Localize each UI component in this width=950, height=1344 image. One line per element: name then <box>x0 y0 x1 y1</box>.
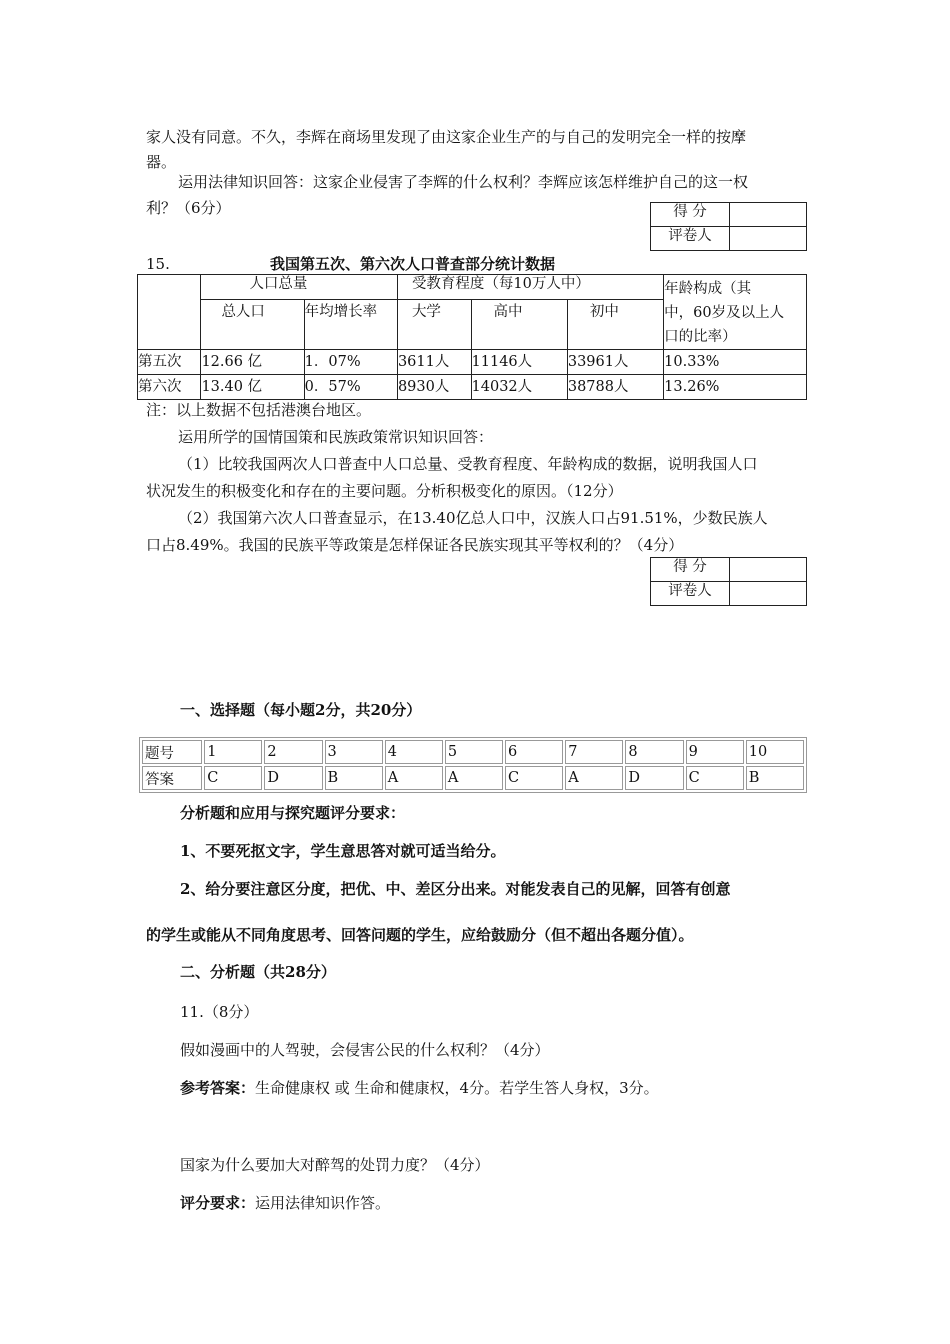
answer-choice: A <box>565 766 623 790</box>
cell-age: 13.26% <box>664 375 807 400</box>
row-label-number: 题号 <box>142 740 202 764</box>
answer-choice: A <box>445 766 503 790</box>
answer-choice: D <box>625 766 683 790</box>
score-input[interactable] <box>730 558 807 582</box>
header-growth: 年均增长率 <box>304 300 397 350</box>
cell-high: 11146人 <box>471 350 567 375</box>
table-row <box>142 766 804 790</box>
requirement-1: 1、不要死抠文字，学生意思答对就可适当给分。 <box>180 842 506 860</box>
question-number: 6 <box>505 740 563 764</box>
header-age-l3: 口的比率） <box>664 329 737 345</box>
cell-middle: 33961人 <box>567 350 663 375</box>
header-age-l1: 年龄构成（其 <box>664 281 752 297</box>
cell-growth: 1．07% <box>304 350 397 375</box>
q11-part-a: 假如漫画中的人驾驶，会侵害公民的什么权利？（4分） <box>180 1041 550 1059</box>
row-label: 第六次 <box>138 375 201 400</box>
score-label: 得 分 <box>651 203 730 227</box>
answer-choice: B <box>746 766 804 790</box>
grader-input[interactable] <box>730 582 807 606</box>
header-middle: 初中 <box>567 300 663 350</box>
answer-choice: D <box>264 766 322 790</box>
header-college: 大学 <box>397 300 471 350</box>
cell-growth: 0．57% <box>304 375 397 400</box>
cell-high: 14032人 <box>471 375 567 400</box>
census-corner <box>138 275 201 350</box>
row-label-answer: 答案 <box>142 766 202 790</box>
reference-answer <box>180 1078 659 1098</box>
table-row <box>138 375 807 400</box>
cell-college: 8930人 <box>397 375 471 400</box>
cell-age: 10.33% <box>664 350 807 375</box>
intro-line-1: 家人没有同意。不久，李辉在商场里发现了由这家企业生产的与自己的发明完全一样的按摩 <box>146 128 747 146</box>
q15-part2-l1: （2）我国第六次人口普查显示，在13.40亿总人口中，汉族人口占91.51%，少数民族人 <box>178 509 768 527</box>
requirements-title: 分析题和应用与探究题评分要求： <box>180 804 406 822</box>
grading-label: 评分要求： <box>180 1194 256 1212</box>
question-number: 9 <box>686 740 744 764</box>
question-number: 10 <box>746 740 804 764</box>
question-number: 4 <box>385 740 443 764</box>
question-number: 7 <box>565 740 623 764</box>
requirement-2-l2: 的学生或能从不同角度思考、回答问题的学生，应给鼓励分（但不超出各题分值）。 <box>146 926 694 944</box>
header-population: 人口总量 <box>201 275 398 300</box>
cell-college: 3611人 <box>397 350 471 375</box>
reference-text: 生命健康权 或 生命和健康权，4分。若学生答人身权，3分。 <box>255 1079 659 1097</box>
score-box-2 <box>650 557 807 606</box>
table-note: 注：以上数据不包括港澳台地区。 <box>146 401 372 419</box>
answer-choice: B <box>325 766 383 790</box>
row-label: 第五次 <box>138 350 201 375</box>
q15-number: 15. <box>146 255 170 273</box>
cell-total: 12.66 亿 <box>201 350 304 375</box>
header-education: 受教育程度（每10万人中） <box>397 275 663 300</box>
q11-part-b: 国家为什么要加大对醉驾的处罚力度？（4分） <box>180 1156 490 1174</box>
q15-prompt: 运用所学的国情国策和民族政策常识知识回答： <box>178 428 494 446</box>
answer-choice: A <box>385 766 443 790</box>
header-age <box>664 275 807 350</box>
reference-label: 参考答案： <box>180 1079 256 1097</box>
question-number: 2 <box>264 740 322 764</box>
header-total: 总人口 <box>201 300 304 350</box>
q11-header: 11.（8分） <box>180 1003 259 1021</box>
table-row <box>142 740 804 764</box>
answer-choice: C <box>686 766 744 790</box>
header-age-l2: 中，60岁及以上人 <box>664 305 785 321</box>
score-box-1 <box>650 202 807 251</box>
grading-text: 运用法律知识作答。 <box>255 1194 391 1212</box>
question-number: 5 <box>445 740 503 764</box>
requirement-2-l1: 2、给分要注意区分度，把优、中、差区分出来。对能发表自己的见解，回答有创意 <box>180 880 731 898</box>
q15-part1-l1: （1）比较我国两次人口普查中人口总量、受教育程度、年龄构成的数据，说明我国人口 <box>178 455 758 473</box>
intro-line-4: 利？（6分） <box>146 199 231 217</box>
section1-title: 一、选择题（每小题2分，共20分） <box>180 701 422 719</box>
grader-label: 评卷人 <box>651 227 730 251</box>
table-row <box>138 350 807 375</box>
intro-line-2: 器。 <box>146 153 177 171</box>
answer-choice: C <box>204 766 262 790</box>
answer-choice: C <box>505 766 563 790</box>
cell-total: 13.40 亿 <box>201 375 304 400</box>
score-label: 得 分 <box>651 558 730 582</box>
grader-label: 评卷人 <box>651 582 730 606</box>
score-input[interactable] <box>730 203 807 227</box>
census-table <box>137 274 807 400</box>
cell-middle: 38788人 <box>567 375 663 400</box>
answer-key-table <box>139 737 807 793</box>
header-high: 高中 <box>471 300 567 350</box>
q15-title: 我国第五次、第六次人口普查部分统计数据 <box>270 255 556 273</box>
intro-line-3: 运用法律知识回答：这家企业侵害了李辉的什么权利？李辉应该怎样维护自己的这一权 <box>178 173 749 191</box>
q15-part2-l2: 口占8.49%。我国的民族平等政策是怎样保证各民族实现其平等权利的？（4分） <box>146 536 684 554</box>
question-number: 1 <box>204 740 262 764</box>
grading-requirement <box>180 1193 390 1213</box>
q15-part1-l2: 状况发生的积极变化和存在的主要问题。分析积极变化的原因。（12分） <box>146 482 623 500</box>
question-number: 3 <box>325 740 383 764</box>
question-number: 8 <box>625 740 683 764</box>
section2-title: 二、分析题（共28分） <box>180 963 336 981</box>
grader-input[interactable] <box>730 227 807 251</box>
